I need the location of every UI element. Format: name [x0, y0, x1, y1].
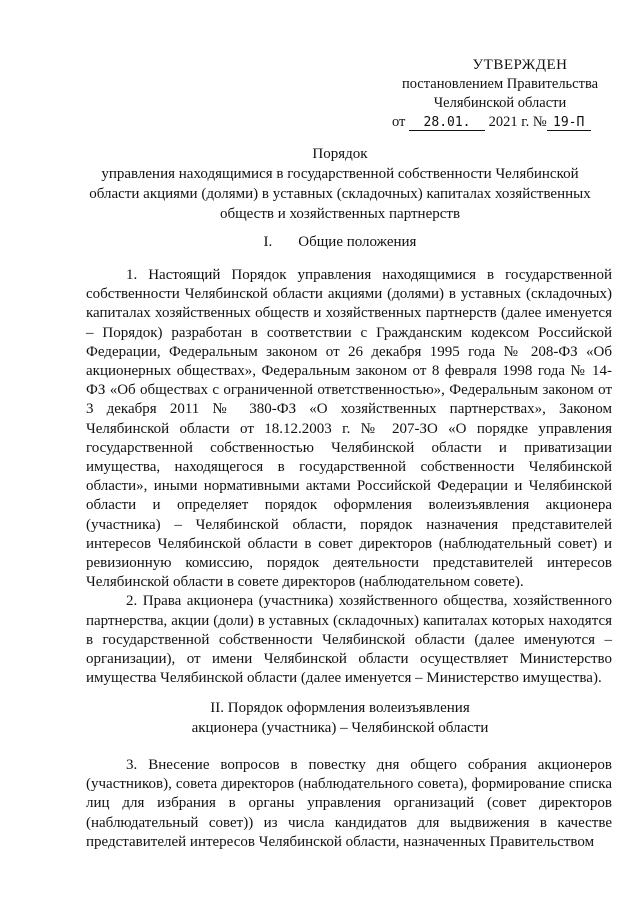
document-title	[60, 144, 620, 224]
section-2-title-line-2: акционера (участника) – Челябинской области	[191, 720, 489, 736]
approval-word: УТВЕРЖДЕН	[472, 57, 568, 73]
title-line-4: обществ и хозяйственных партнерств	[219, 206, 461, 222]
title-line-1: Порядок	[312, 146, 368, 162]
section-1-numeral: I.	[263, 234, 273, 250]
section-1-title: Общие положения	[298, 234, 417, 250]
approval-prefix: от	[392, 114, 406, 130]
section-2-body	[86, 756, 612, 852]
title-line-2: управления находящимися в государственной собственности Челябинской	[101, 166, 579, 182]
section-1-body	[86, 266, 612, 688]
approval-year: 2021 г. №	[488, 114, 547, 130]
approval-line-2: Челябинской области	[433, 95, 567, 111]
approval-number: 19-П	[547, 116, 591, 131]
title-line-3: области акциями (долями) в уставных (складочных) капиталах хозяйственных	[89, 186, 591, 202]
section-2-title-line-1: II. Порядок оформления волеизъявления	[210, 700, 470, 716]
approval-date-line	[380, 113, 620, 132]
approval-date: 28.01.	[409, 116, 485, 131]
paragraph-3: 3. Внесение вопросов в повестку дня общего собрания акционеров (участников), совета директоров (наблюдательного совета), формирование списка лиц для избрания в органы управления организаций (совет директоров (наблюдательный совет)) из числа кандидатов для выдвижения в качестве представителей интересов Челябинской области, назначенных Правительством	[86, 757, 612, 850]
approval-line-1: постановлением Правительства	[401, 76, 599, 92]
approval-stamp	[380, 56, 620, 132]
section-2-heading	[60, 698, 620, 738]
paragraph-2: 2. Права акционера (участника) хозяйственного общества, хозяйственного партнерства, акции (доли) в уставных (складочных) капиталах которых находятся в государственной собственности Челябинской области (далее именуются – организации), от имени Челябинской области осуществляет Министерство имущества Челябинской области (далее именуется – Министерство имущества).	[86, 593, 612, 687]
section-1-heading	[60, 232, 620, 252]
paragraph-1: 1. Настоящий Порядок управления находящимися в государственной собственности Челябинской области акциями (долями) в уставных (складочных) капиталах хозяйственных обществ и хозяйственных партнерств (далее именуется – Порядок) разработан в соответствии с Гражданским кодексом Российской Федерации, Федеральным законом от 26 декабря 1995 года № 208-ФЗ «Об акционерных обществах», Федеральным законом от 8 февраля 1998 года № 14-ФЗ «Об обществах с ограниченной ответственностью», Федеральным законом от 3 декабря 2011 № 380-ФЗ «О хозяйственных партнерствах», Законом Челябинской области от 18.12.2003 г. № 207-ЗО «О порядке управления государственной собственностью Челябинской области и приватизации имущества, находящегося в государственной собственности Челябинской области», иными нормативными актами Российской Федерации и Челябинской области и определяет порядок оформления волеизъявления акционера (участника) – Челябинской области, порядок назначения представителей интересов Челябинской области в совет директоров (наблюдательный совет) и ревизионную комиссию, порядок деятельности представителей интересов Челябинской области в совете директоров (наблюдательном совете).	[86, 267, 612, 591]
